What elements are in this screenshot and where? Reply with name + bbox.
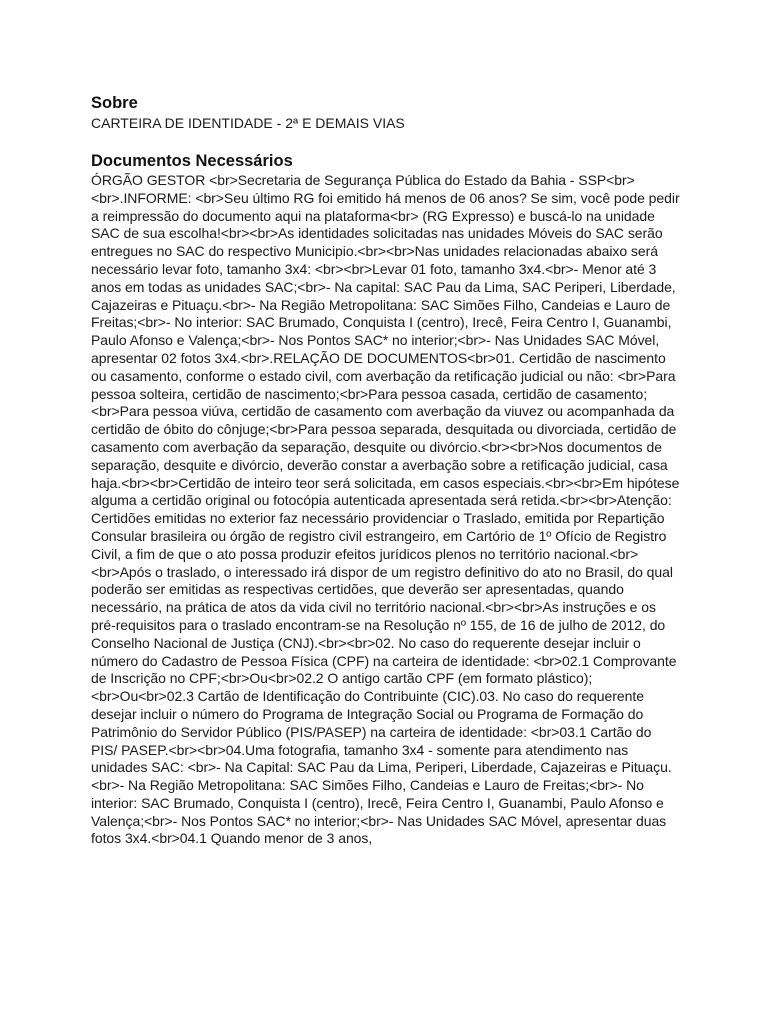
documentos-heading: Documentos Necessários [91,152,293,170]
document-page [91,92,681,848]
documentos-body-text: ÓRGÃO GESTOR <br>Secretaria de Segurança Pública do Estado da Bahia - SSP<br><br>.INFORME: <br>Seu último RG foi emitido há menos de 06 anos? Se sim, você pode pedir a reimpressão do documento aqui na plataforma<br> (RG Expresso) e buscá-lo na unidade SAC de sua escolha!<br><br>As identidades solicitadas nas unidades Móveis do SAC serão entregues no SAC do respectivo Municipio.<br><br>Nas unidades relacionadas abaixo será necessário levar foto, tamanho 3x4: <br><br>Levar 01 foto, tamanho 3x4.<br>- Menor até 3 anos em todas as unidades SAC;<br>- Na capital: SAC Pau da Lima, SAC Periperi, Liberdade, Cajazeiras e Pituaçu.<br>- Na Região Metropolitana: SAC Simões Filho, Candeias e Lauro de Freitas;<br>- No interior: SAC Brumado, Conquista I (centro), Irecê, Feira Centro I, Guanambi, Paulo Afonso e Valença;<br>- Nos Pontos SAC* no interior;<br>- Nas Unidades SAC Móvel, apresentar 02 fotos 3x4.<br>.RELAÇÃO DE DOCUMENTOS<br>01. Certidão de nascimento ou casamento, conforme o estado civil, com averbação da retificação judicial ou não: <br>Para pessoa solteira, certidão de nascimento;<br>Para pessoa casada, certidão de casamento;<br>Para pessoa viúva, certidão de casamento com averbação da viuvez ou acompanhada da certidão de óbito do cônjuge;<br>Para pessoa separada, desquitada ou divorciada, certidão de casamento com averbação da separação, desquite ou divórcio.<br><br>Nos documentos de separação, desquite e divórcio, deverão constar a averbação sobre a retificação judicial, casa haja.<br><br>Certidão de inteiro teor será solicitada, em casos especiais.<br><br>Em hipótese alguma a certidão original ou fotocópia autenticada apresentada será retida.<br><br>Atenção: Certidões emitidas no exterior faz necessário providenciar o Traslado, emitida por Repartição Consular brasileira ou órgão de registro civil estrangeiro, em Cartório de 1º Ofício de Registro Civil, a fim de que o ato possa produzir efeitos jurídicos plenos no território nacional.<br><br>Após o traslado, o interessado irá dispor de um registro definitivo do ato no Brasil, do qual poderão ser emitidas as respectivas certidões, que deverão ser apresentadas, quando necessário, na prática de atos da vida civil no território nacional.<br><br>As instruções e os pré-requisitos para o traslado encontram-se na Resolução nº 155, de 16 de julho de 2012, do Conselho Nacional de Justiça (CNJ).<br><br>02. No caso do requerente desejar incluir o número do Cadastro de Pessoa Física (CPF) na carteira de identidade: <br>02.1 Comprovante de Inscrição no CPF;<br>Ou<br>02.2 O antigo cartão CPF (em formato plástico);<br>Ou<br>02.3 Cartão de Identificação do Contribuinte (CIC).03. No caso do requerente desejar incluir o número do Programa de Integração Social ou Programa de Formação do Patrimônio do Servidor Público (PIS/PASEP) na carteira de identidade: <br>03.1 Cartão do PIS/ PASEP.<br><br>04.Uma fotografia, tamanho 3x4 - somente para atendimento nas unidades SAC: <br>- Na Capital: SAC Pau da Lima, Periperi, Liberdade, Cajazeiras e Pituaçu.<br>- Na Região Metropolitana: SAC Simões Filho, Candeias e Lauro de Freitas;<br>- No interior: SAC Brumado, Conquista I (centro), Irecê, Feira Centro I, Guanambi, Paulo Afonso e Valença;<br>- Nos Pontos SAC* no interior;<br>- Nas Unidades SAC Móvel, apresentar duas fotos 3x4.<br>04.1 Quando menor de 3 anos, [91,172,680,847]
service-title: CARTEIRA DE IDENTIDADE - 2ª E DEMAIS VIAS [91,115,405,131]
sobre-heading: Sobre [91,94,138,112]
